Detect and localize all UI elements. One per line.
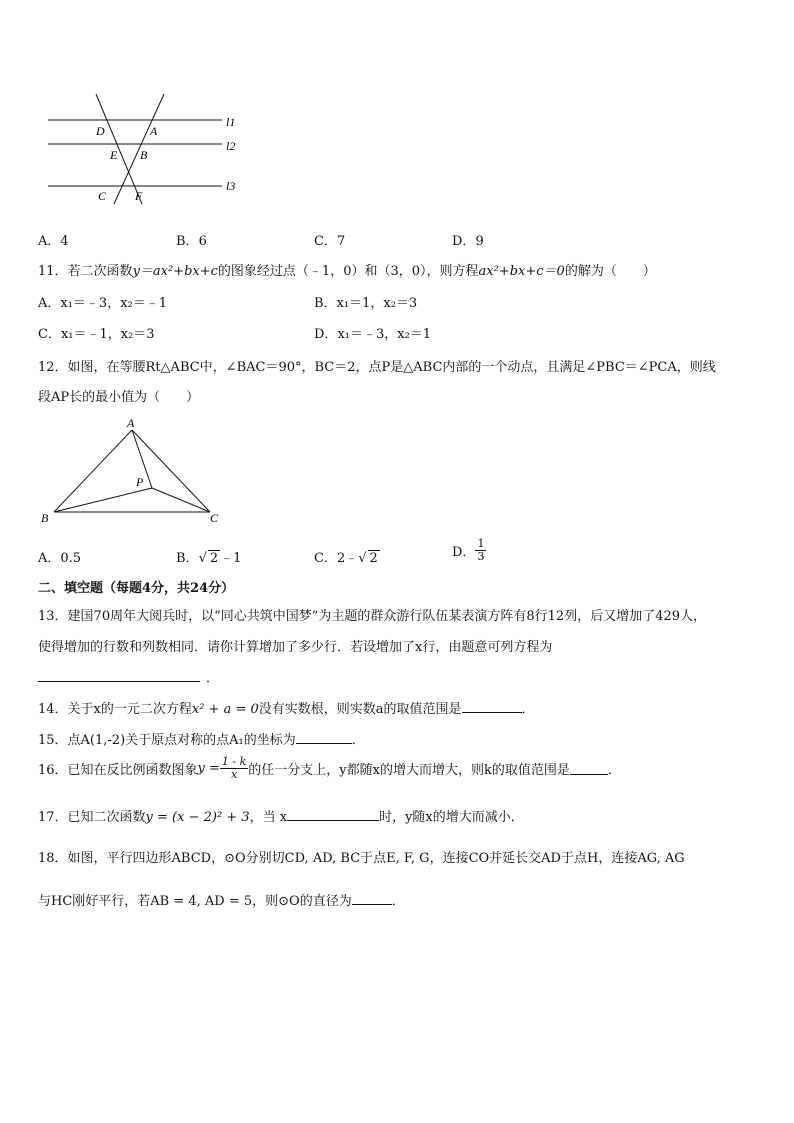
q12-stem-line1: 12．如图，在等腰Rt△ABC中，∠BAC＝90°，BC＝2，点P是△ABC内部的一个动点，且满足∠PBC＝∠PCA，则线 [38, 360, 716, 375]
q14-stem: 14．关于x的一元二次方程x² + a = 0没有实数根，则实数a的取值范围是 ． [38, 702, 535, 717]
q12-option-c: C．2﹣√ 2 [314, 551, 378, 566]
q15-blank[interactable] [296, 731, 352, 744]
section-fill-in-title: 二、填空题（每题4分，共24分） [38, 581, 235, 596]
q11-option-c: C．x₁＝﹣1，x₂＝3 [38, 327, 155, 342]
q12-option-d: D． $\frac{1}{3}$ [452, 537, 485, 563]
q10-option-d: D．9 [452, 234, 484, 249]
triangle-figure [36, 416, 236, 528]
q13-blank[interactable] [38, 669, 200, 682]
q18-stem-line1: 18．如图，平行四边形ABCD，⊙O分别切CD, AD, BC于点E, F, G，连接CO并延长交AD于点H，连接AG, AG [38, 851, 685, 866]
q16-stem: 16．已知在反比例函数图象y = $\frac{1 - k}{x}$ 的任一分支上，y都随x的增大而增大，则k的取值范围是 ． [38, 755, 621, 781]
label-A: A [127, 416, 135, 430]
parallel-lines-figure [40, 92, 250, 207]
q13-stem-line1: 13．建国70周年大阅兵时，以“同心共筑中国梦”为主题的群众游行队伍某表演方阵有8行12列，后又增加了429人， [38, 609, 707, 624]
q10-option-c: C．7 [314, 234, 346, 249]
label-C: C [210, 511, 219, 525]
q17-stem: 17．已知二次函数y = (x − 2)² + 3，当 x 时，y随x的增大而减小． [38, 810, 524, 825]
q18-blank[interactable] [352, 892, 392, 905]
edge-ac [132, 430, 210, 512]
q10-option-b: B．6 [176, 234, 207, 249]
edge-ab [54, 430, 132, 512]
q17-blank[interactable] [287, 808, 379, 821]
q11-option-b: B．x₁＝1，x₂＝3 [314, 296, 418, 311]
segment-bp [54, 488, 152, 512]
q15-stem: 15．点A(1,-2)关于原点对称的点A₁的坐标为 ． [38, 733, 365, 748]
q13-answer-line[interactable]: ． [38, 667, 219, 686]
label-D: D [96, 124, 105, 138]
q11-option-a: A．x₁＝﹣3，x₂＝﹣1 [38, 296, 168, 311]
q13-stem-line2: 使得增加的行数和列数相同．请你计算增加了多少行．若设增加了x行，由题意可列方程为 [38, 640, 553, 655]
label-l1: l1 [226, 115, 236, 129]
label-C: C [98, 189, 107, 203]
label-P: P [136, 475, 144, 489]
q12-option-b: B．√ 2 ﹣1 [176, 551, 242, 566]
q18-stem-line2: 与HC刚好平行，若AB = 4, AD = 5，则⊙O的直径为 ． [38, 894, 405, 909]
label-F: F [135, 189, 143, 203]
q11-option-d: D．x₁＝﹣3，x₂＝1 [314, 327, 432, 342]
segment-cp [152, 488, 210, 512]
label-B: B [140, 148, 148, 162]
q14-blank[interactable] [462, 700, 522, 713]
q16-blank[interactable] [570, 762, 608, 775]
label-A: A [150, 124, 158, 138]
q12-option-a: A．0.5 [38, 551, 82, 566]
label-E: E [110, 148, 118, 162]
q10-option-a: A．4 [38, 234, 69, 249]
q11-stem: 11．若二次函数y＝ax²+bx+c的图象经过点（﹣1，0）和（3，0），则方程ax²+bx+c＝0的解为（ ） [38, 264, 656, 279]
label-B: B [41, 511, 49, 525]
q12-stem-line2: 段AP长的最小值为（ ） [38, 390, 200, 405]
label-l3: l3 [226, 179, 236, 193]
transversal-2 [114, 94, 164, 204]
transversal-1 [96, 94, 142, 204]
label-l2: l2 [226, 139, 236, 153]
